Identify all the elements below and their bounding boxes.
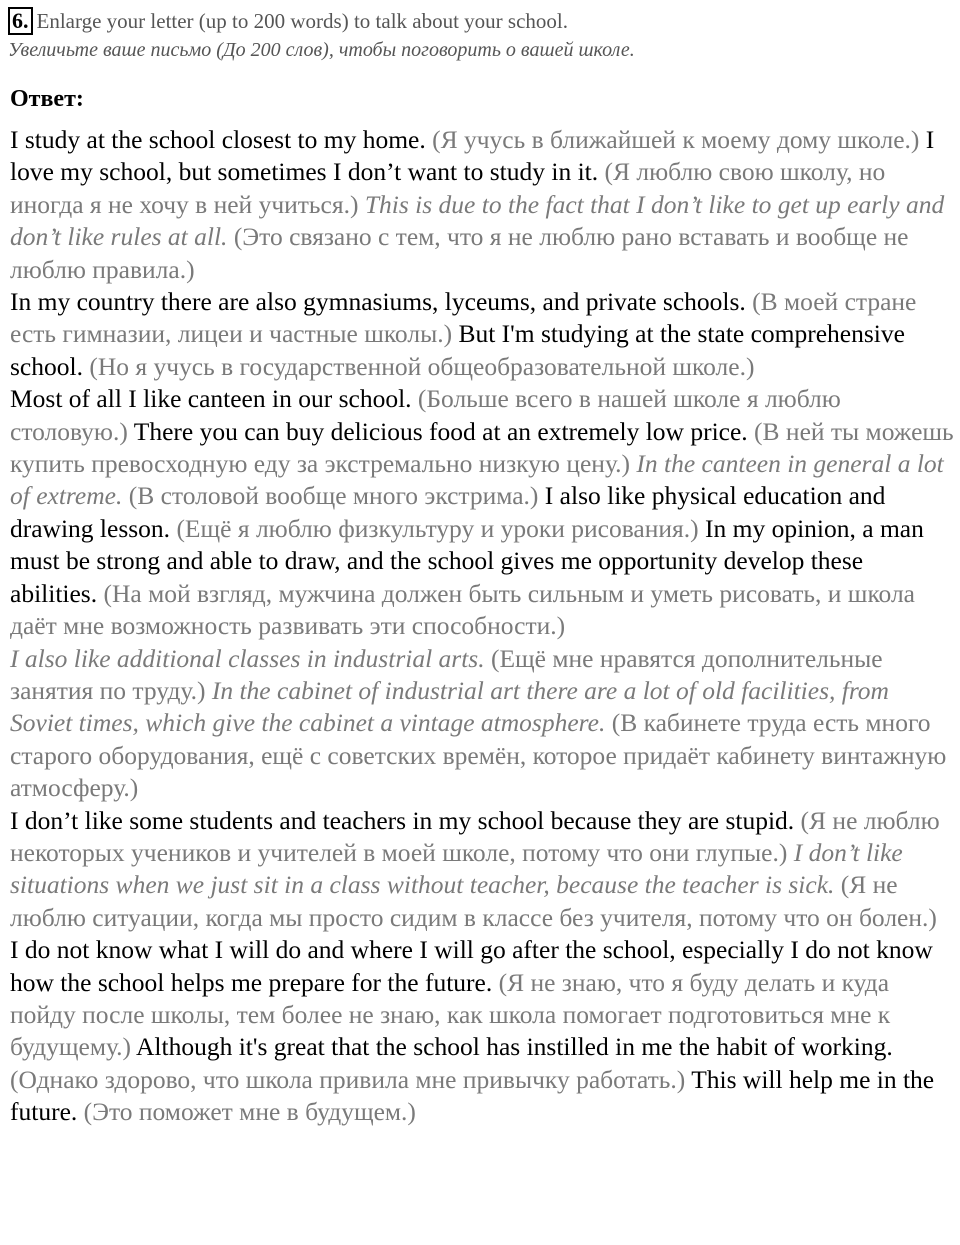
sentence-en-italic: I also like additional classes in industrial arts.: [10, 643, 491, 673]
paragraph-5: [10, 805, 955, 935]
paragraph-6: [10, 934, 955, 1128]
translation-ru: (Ещё я люблю физкультуру и уроки рисования.): [176, 513, 706, 543]
translation-ru: (Это связано с тем, что я не люблю рано вставать и вообще не люблю правила.): [10, 222, 909, 284]
sentence-en: There you can buy delicious food at an extremely low price.: [133, 416, 755, 446]
translation-ru: (В ней ты можешь купить превосходную еду за экстремально низкую цену.): [10, 416, 954, 479]
sentence-en-italic: I don’t like situations when we just sit in a class without teacher, because the teacher is sick.: [10, 837, 903, 900]
sentence-en: This will help me in the future.: [10, 1064, 935, 1127]
answer-body: [10, 124, 955, 1129]
sentence-en: I also like physical education and drawing lesson.: [10, 481, 886, 543]
translation-ru: (В столовой вообще много экстрима.): [128, 481, 545, 511]
sentence-en: I don’t like some students and teachers in my school because they are stupid.: [10, 805, 801, 835]
sentence-en: I love my school, but sometimes I don’t want to study in it.: [10, 125, 935, 187]
paragraph-4: [10, 643, 955, 805]
translation-ru: (В моей стране есть гимназии, лицеи и частные школы.): [10, 287, 917, 349]
translation-ru: (Больше всего в нашей школе я люблю столовую.): [10, 384, 841, 446]
paragraph-2: [10, 286, 955, 383]
sentence-en: I do not know what I will do and where I will go after the school, especially I do not know how the school helps me prepare for the future.: [10, 935, 933, 997]
translation-ru: (Я не люблю некоторых учеников и учителей в моей школе, потому что они глупые.): [10, 805, 940, 867]
sentence-en-italic: This is due to the fact that I don’t like to get up early and don’t like rules at all.: [10, 189, 945, 252]
task-header: [8, 6, 953, 64]
task-instruction-en: Enlarge your letter (up to 200 words) to talk about your school.: [36, 9, 569, 33]
sentence-en: But I'm studying at the state comprehensive school.: [10, 319, 905, 381]
sentence-en-italic: In the cabinet of industrial art there are a lot of old facilities, from Soviet times, which give the cabinet a vintage atmosphere.: [10, 675, 889, 738]
sentence-en: In my opinion, a man must be strong and able to draw, and the school gives me opportunity develop these abilities.: [10, 513, 924, 608]
task-instruction-ru: Увеличьте ваше письмо (До 200 слов), чтобы поговорить о вашей школе.: [8, 39, 635, 61]
translation-ru: (Однако здорово, что школа привила мне привычку работать.): [10, 1064, 692, 1094]
translation-ru: (В кабинете труда есть много старого оборудования, ещё с советских времён, которое придаёт кабинету винтажную атмосферу.): [10, 708, 947, 803]
translation-ru: (Я люблю свою школу, но иногда я не хочу в ней учиться.): [10, 157, 886, 219]
translation-ru: (Это поможет мне в будущем.): [83, 1097, 416, 1127]
answer-label: Ответ:: [10, 86, 84, 112]
sentence-en: Although it's great that the school has instilled in me the habit of working.: [136, 1032, 893, 1062]
task-number: 6.: [8, 7, 33, 35]
translation-ru: (Я не знаю, что я буду делать и куда пойду после школы, тем более не знаю, как школа помогает подготовиться мне к будущему.): [10, 967, 891, 1062]
translation-ru: (На мой взгляд, мужчина должен быть сильным и уметь рисовать, и школа даёт мне возможность развивать эти способности.): [10, 578, 915, 641]
sentence-en: In my country there are also gymnasiums, lyceums, and private schools.: [10, 287, 753, 317]
translation-ru: (Но я учусь в государственной общеобразовательной школе.): [89, 351, 755, 381]
sentence-en: Most of all I like canteen in our school.: [10, 384, 418, 414]
paragraph-3: [10, 383, 955, 642]
paragraph-1: [10, 124, 955, 286]
task-instruction-en-line: [8, 6, 953, 36]
translation-ru: (Я учусь в ближайшей к моему дому школе.): [432, 125, 926, 154]
sentence-en: I study at the school closest to my home.: [10, 125, 433, 154]
sentence-en-italic: In the canteen in general a lot of extreme.: [10, 449, 944, 511]
translation-ru: (Я не люблю ситуации, когда мы просто сидим в классе без учителя, потому что он болен.): [10, 870, 937, 932]
translation-ru: (Ещё мне нравятся дополнительные занятия по труду.): [10, 643, 883, 705]
